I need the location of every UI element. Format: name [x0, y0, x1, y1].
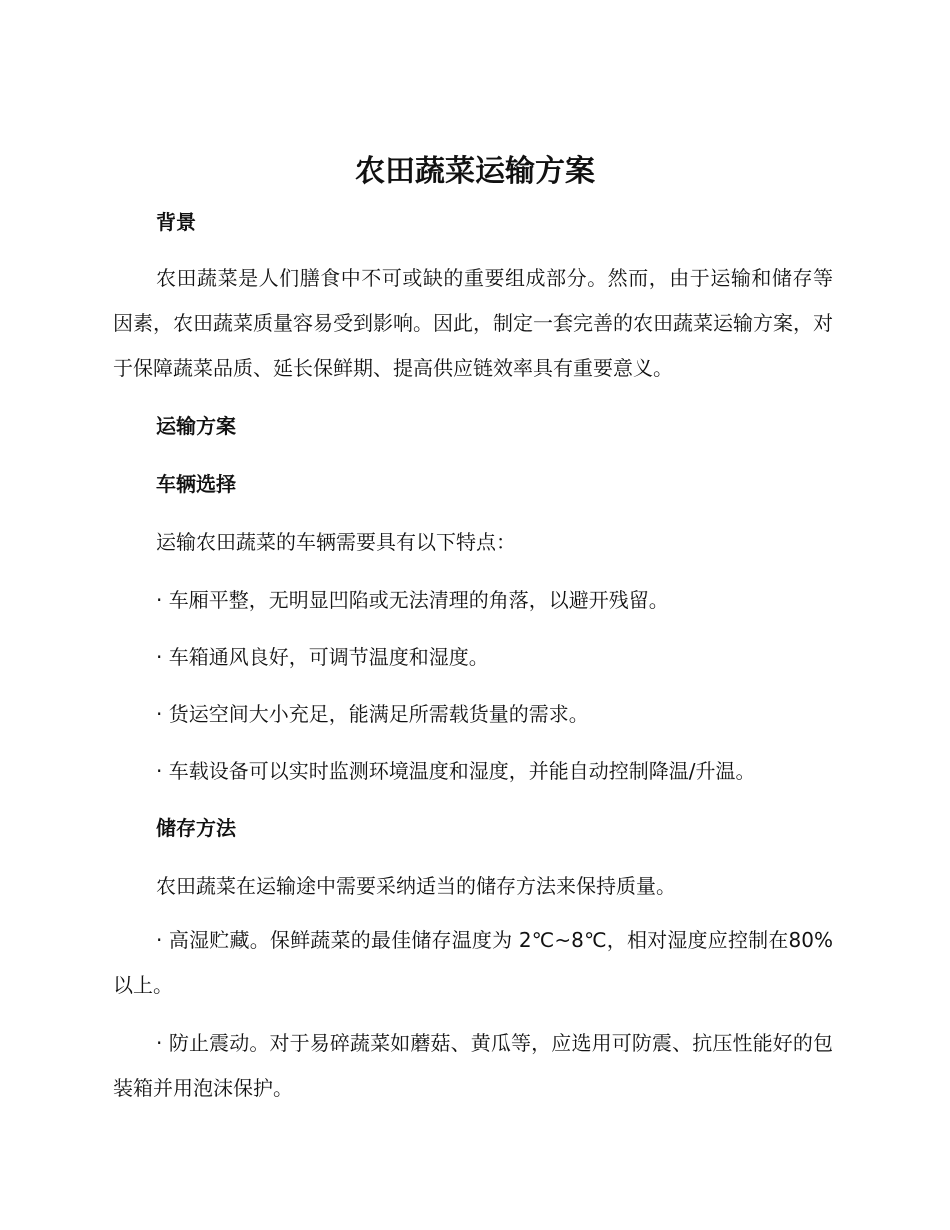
storage-intro: 农田蔬菜在运输途中需要采纳适当的储存方法来保持质量。 [156, 874, 676, 898]
vehicle-point: · 货运空间大小充足，能满足所需载货量的需求。 [156, 702, 589, 726]
subsection-heading-storage: 储存方法 [156, 816, 236, 840]
vehicle-intro: 运输农田蔬菜的车辆需要具有以下特点： [156, 530, 516, 554]
vehicle-point: · 车厢平整，无明显凹陷或无法清理的角落，以避开残留。 [156, 588, 669, 612]
vehicle-point: · 车载设备可以实时监测环境温度和湿度，并能自动控制降温/升温。 [156, 759, 756, 783]
storage-point: · 防止震动。对于易碎蔬菜如蘑菇、黄瓜等，应选用可防震、抗压性能好的包装箱并用泡沫保护。 [113, 1031, 833, 1100]
storage-point: · 高湿贮藏。保鲜蔬菜的最佳储存温度为 2℃~8℃，相对湿度应控制在80%以上。 [113, 928, 833, 997]
section-heading-background: 背景 [156, 210, 196, 234]
background-paragraph: 农田蔬菜是人们膳食中不可或缺的重要组成部分。然而，由于运输和储存等因素，农田蔬菜质量容易受到影响。因此，制定一套完善的农田蔬菜运输方案，对于保障蔬菜品质、延长保鲜期、提高供应链效率具有重要意义。 [113, 266, 833, 380]
section-heading-transport: 运输方案 [156, 414, 236, 438]
document-title: 农田蔬菜运输方案 [355, 154, 595, 189]
vehicle-point: · 车箱通风良好，可调节温度和湿度。 [156, 645, 489, 669]
subsection-heading-vehicle: 车辆选择 [156, 472, 236, 496]
